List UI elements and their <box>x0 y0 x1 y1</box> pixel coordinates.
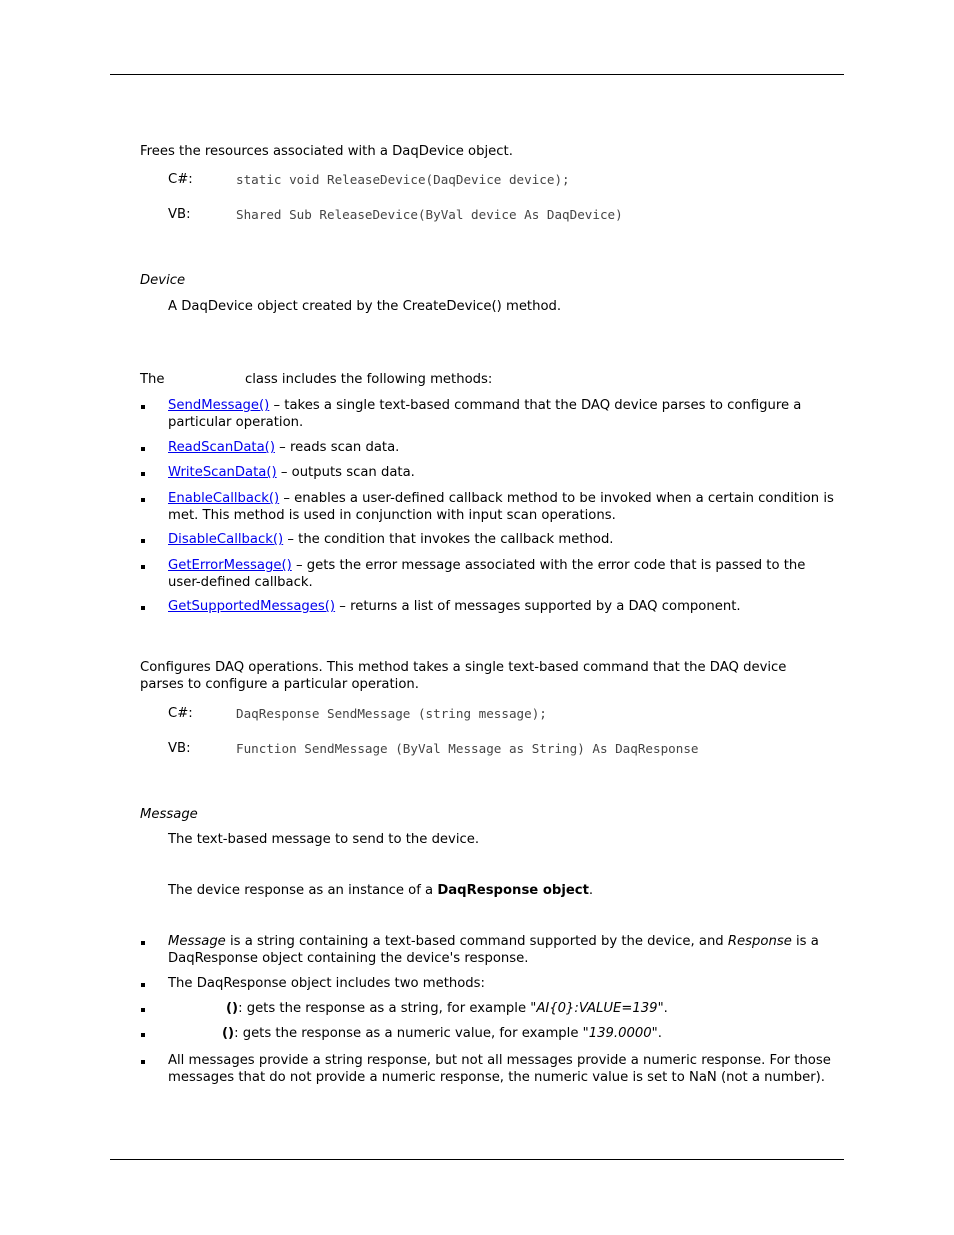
method-item-readscandata <box>168 440 840 457</box>
enablecallback-link[interactable]: EnableCallback() <box>168 491 280 506</box>
vb-signature: Shared Sub ReleaseDevice(ByVal device As DaqDevice) <box>236 207 623 222</box>
note-response-term: Response <box>727 934 792 949</box>
header-rule <box>110 74 844 75</box>
note-text: : gets the response as a string, for example " <box>238 1001 537 1016</box>
method-item-getsupportedmessages <box>168 599 840 616</box>
csharp-signature: DaqResponse SendMessage (string message); <box>236 706 547 721</box>
bullet <box>141 606 145 610</box>
method-item-sendmessage <box>168 398 840 431</box>
method-item-text: – returns a list of messages supported by a DAQ component. <box>335 599 741 614</box>
method-item-enablecallback <box>168 491 840 524</box>
bullet <box>141 565 145 569</box>
parameter-description: The text-based message to send to the device. <box>168 832 480 847</box>
note-text: ". <box>651 1026 662 1041</box>
writescandata-link[interactable]: WriteScanData() <box>168 465 277 480</box>
return-value <box>168 883 593 900</box>
csharp-label: C#: <box>168 172 193 187</box>
sendmessage-link[interactable]: SendMessage() <box>168 398 270 413</box>
bullet <box>141 472 145 476</box>
return-end: . <box>588 883 594 898</box>
note-message-term: Message <box>168 934 226 949</box>
parameter-description: A DaqDevice object created by the CreateDevice() method. <box>168 299 562 314</box>
note-daqresponse-methods: The DaqResponse object includes two methods: <box>168 976 485 991</box>
disablecallback-link[interactable]: DisableCallback() <box>168 532 284 547</box>
csharp-signature: static void ReleaseDevice(DaqDevice device); <box>236 172 570 187</box>
footer-rule <box>110 1159 844 1160</box>
note-string-response: All messages provide a string response, but not all messages provide a numeric response. For those messages that do not provide a numeric response, the numeric value is set to NaN (not a number). <box>168 1053 831 1085</box>
sendmessage-description: Configures DAQ operations. This method takes a single text-based command that the DAQ device parses to configure a particular operation. <box>140 660 787 692</box>
bullet <box>141 447 145 451</box>
note-message <box>168 934 840 967</box>
method-parens: () <box>222 1026 235 1041</box>
bullet <box>141 1008 145 1012</box>
note-tovalue <box>222 1026 822 1043</box>
bullet <box>141 941 145 945</box>
parameter-name: Message <box>140 807 198 822</box>
bullet <box>141 1060 145 1064</box>
vb-signature: Function SendMessage (ByVal Message as String) As DaqResponse <box>236 741 699 756</box>
method-item-writescandata <box>168 465 840 482</box>
bullet <box>141 1033 145 1037</box>
vb-label: VB: <box>168 741 191 756</box>
bullet <box>141 983 145 987</box>
note-text: is a string containing a text-based command supported by the device, and <box>225 934 728 949</box>
note-tostring <box>226 1001 826 1018</box>
note-text: is a DaqResponse object containing the device's response. <box>168 934 819 966</box>
method-item-text: – the condition that invokes the callback method. <box>283 532 614 547</box>
bullet <box>141 539 145 543</box>
note-text: ". <box>657 1001 668 1016</box>
csharp-label: C#: <box>168 706 193 721</box>
method-item-text: – reads scan data. <box>274 440 400 455</box>
geterrormessage-link[interactable]: GetErrorMessage() <box>168 558 292 573</box>
readscandata-link[interactable]: ReadScanData() <box>168 440 275 455</box>
method-item-text: – gets the error message associated with the error code that is passed to the user-defined callback. <box>168 558 806 590</box>
example-string: AI{0}:VALUE=139 <box>536 1001 658 1016</box>
bullet <box>141 498 145 502</box>
method-item-text: – takes a single text-based command that the DAQ device parses to configure a particular operation. <box>168 398 802 430</box>
bullet <box>141 405 145 409</box>
note-text: : gets the response as a numeric value, for example " <box>234 1026 589 1041</box>
method-item-text: – outputs scan data. <box>276 465 415 480</box>
methods-intro-text: class includes the following methods: <box>245 372 493 387</box>
method-parens: () <box>226 1001 239 1016</box>
method-item-text: – enables a user-defined callback method to be invoked when a certain condition is met. This method is used in conjunction with input scan operations. <box>168 491 834 523</box>
methods-intro-the: The <box>140 372 165 387</box>
parameter-name: Device <box>140 273 186 288</box>
example-number: 139.0000 <box>588 1026 652 1041</box>
method-item-geterrormessage <box>168 558 840 591</box>
return-type: DaqResponse object <box>437 883 589 898</box>
method-item-disablecallback <box>168 532 840 549</box>
getsupportedmessages-link[interactable]: GetSupportedMessages() <box>168 599 336 614</box>
release-description: Frees the resources associated with a DaqDevice object. <box>140 144 513 159</box>
return-text: The device response as an instance of a <box>168 883 438 898</box>
vb-label: VB: <box>168 207 191 222</box>
